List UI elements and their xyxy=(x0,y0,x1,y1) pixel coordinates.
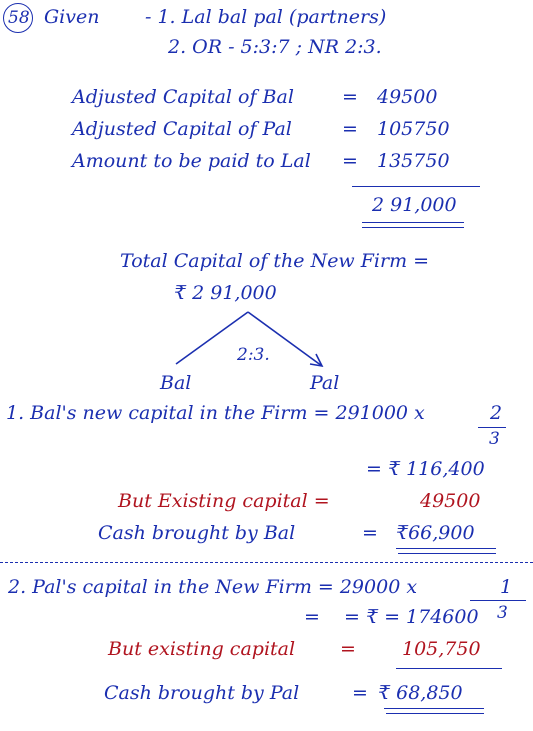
capital-row-value: 105750 xyxy=(377,118,450,140)
capital-row-value: 49500 xyxy=(377,86,438,108)
total-capital-amount: ₹ 2 91,000 xyxy=(174,282,277,304)
bal-cash-eq: = xyxy=(362,522,378,544)
bal-cash-underline xyxy=(396,548,496,549)
total-value: 2 91,000 xyxy=(372,194,457,216)
question-number: 58 xyxy=(8,8,30,28)
pal-sum-rule xyxy=(396,668,502,669)
total-capital-label: Total Capital of the New Firm = xyxy=(120,250,430,272)
pal-new-capital: = ₹ = 174600 xyxy=(344,606,479,628)
pal-fraction-bar xyxy=(470,600,526,601)
split-left-label: Bal xyxy=(160,372,192,394)
pal-cash-underline xyxy=(384,708,484,709)
bal-existing-label: But Existing capital = xyxy=(118,490,330,512)
bal-cash-value: ₹66,900 xyxy=(396,522,475,544)
pal-cash-underline-2 xyxy=(386,713,484,714)
capital-row-label: Adjusted Capital of Pal xyxy=(72,118,292,140)
bal-cash-label: Cash brought by Bal xyxy=(98,522,296,544)
bal-cash-underline-2 xyxy=(398,553,496,554)
pal-capital-line: 2. Pal's capital in the New Firm = 29000 x xyxy=(8,576,418,598)
bal-fraction-num: 2 xyxy=(490,402,503,424)
pal-existing-label: But existing capital xyxy=(108,638,296,660)
pal-fraction-den: 3 xyxy=(497,603,508,623)
pal-fraction-num: 1 xyxy=(500,576,513,598)
split-ratio: 2:3. xyxy=(237,345,270,365)
given-label: Given xyxy=(44,6,100,28)
capital-row-eq: = xyxy=(342,150,358,172)
header-line-2: 2. OR - 5:3:7 ; NR 2:3. xyxy=(168,36,382,58)
bal-capital-line: 1. Bal's new capital in the Firm = 291000 x xyxy=(6,402,425,424)
capital-row-eq: = xyxy=(342,118,358,140)
bal-fraction-den: 3 xyxy=(489,429,500,449)
pal-cash-label: Cash brought by Pal xyxy=(104,682,300,704)
pal-existing-value: 105,750 xyxy=(402,638,481,660)
section-divider xyxy=(0,562,533,563)
pal-existing-eq: = xyxy=(340,638,356,660)
capital-row-value: 135750 xyxy=(377,150,450,172)
capital-row-eq: = xyxy=(342,86,358,108)
bal-existing-value: 49500 xyxy=(420,490,481,512)
header-line-1: - 1. Lal bal pal (partners) xyxy=(145,6,387,28)
bal-new-capital: = ₹ 116,400 xyxy=(366,458,485,480)
pal-cash-eq: = xyxy=(352,682,368,704)
pal-eq: = xyxy=(304,606,320,628)
split-right-label: Pal xyxy=(310,372,340,394)
pal-cash-value: ₹ 68,850 xyxy=(378,682,463,704)
capital-row-label: Adjusted Capital of Bal xyxy=(72,86,294,108)
capital-row-label: Amount to be paid to Lal xyxy=(72,150,311,172)
